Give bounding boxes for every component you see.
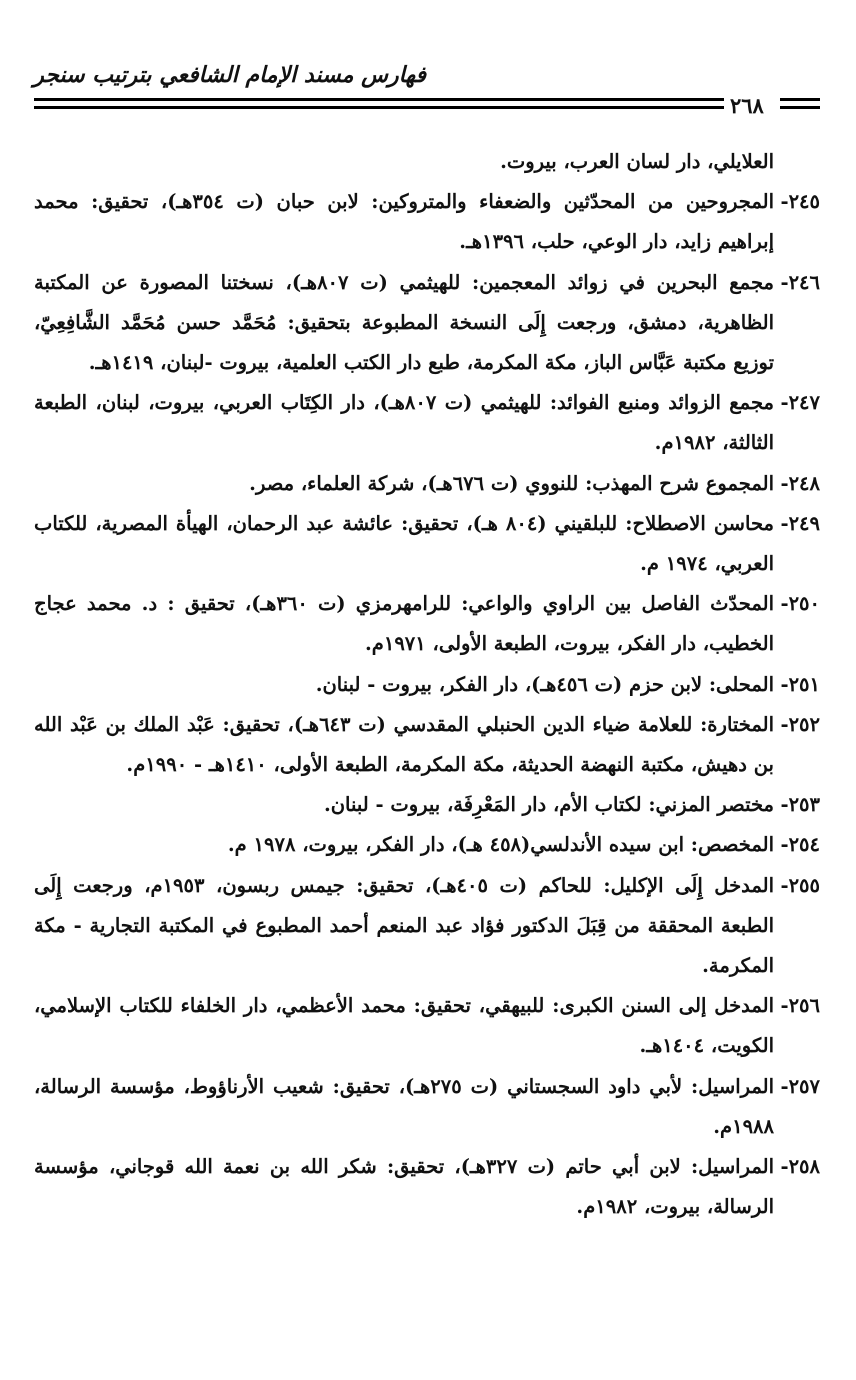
entry-text: المحدّث الفاصل بين الراوي والواعي: للرامهرمزي (ت ٣٦٠هـ)، تحقيق : د. محمد عجاج الخطيب، دار الفكر، بيروت، الطبعة الأولى، ١٩٧١م. — [34, 592, 774, 656]
entry-text: مختصر المزني: لكتاب الأم، دار المَعْرِفَة، بيروت - لبنان. — [323, 793, 774, 817]
bibliography-entry — [34, 665, 820, 705]
entry-number: ٢٥٥- — [780, 873, 820, 897]
entry-text: المجروحين من المحدّثين والضعفاء والمتروكين: لابن حبان (ت ٣٥٤هـ)، تحقيق: محمد إبراهيم زايد، دار الوعي، حلب، ١٣٩٦هـ. — [34, 190, 775, 254]
entry-number: ٢٥٨- — [780, 1155, 820, 1179]
bibliography-entry — [34, 986, 820, 1066]
bibliography-entry — [34, 182, 820, 262]
entry-number: ٢٥٣- — [780, 793, 820, 817]
entry-number: ٢٤٧- — [780, 391, 820, 415]
entry-text: المحلى: لابن حزم (ت ٤٥٦هـ)، دار الفكر، بيروت - لبنان. — [315, 672, 774, 696]
entry-text: المدخل إلى السنن الكبرى: للبيهقي، تحقيق: محمد الأعظمي، دار الخلفاء للكتاب الإسلامي، الكويت، ١٤٠٤هـ. — [34, 994, 774, 1058]
entry-number: ٢٥٠- — [780, 592, 820, 616]
running-header-title: فهارس مسند الإمام الشافعي بترتيب سنجر — [33, 62, 426, 88]
bibliography-list — [34, 142, 820, 1227]
bibliography-entry — [34, 825, 820, 865]
entry-number: ٢٤٦- — [780, 270, 820, 294]
entry-text: مجمع البحرين في زوائد المعجمين: للهيثمي (ت ٨٠٧هـ)، نسختنا المصورة عن المكتبة الظاهرية، دمشق، ورجعت إِلَى النسخة المطبوعة بتحقيق: مُحَمَّد حسن مُحَمَّد الشَّافِعِيّ، توزيع مكتبة عَبَّاس الباز، مكة المكرمة، طبع دار الكتب العلمية، بيروت -لبنان، ١٤١٩هـ. — [34, 270, 774, 375]
header-rule-short-top — [780, 98, 820, 101]
bibliography-entry — [34, 383, 820, 463]
entry-number: ٢٤٥- — [780, 190, 820, 214]
entry-number: ٢٤٩- — [780, 511, 820, 535]
entry-text: المراسيل: لأبي داود السجستاني (ت ٢٧٥هـ)، تحقيق: شعيب الأرناؤوط، مؤسسة الرسالة، ١٩٨٨م. — [34, 1074, 775, 1138]
page-number: ٢٦٨ — [730, 93, 764, 118]
entry-text: محاسن الاصطلاح: للبلقيني (٨٠٤ هـ)، تحقيق: عائشة عبد الرحمان، الهيأة المصرية، للكتاب العربي، ١٩٧٤ م. — [34, 511, 774, 576]
entry-number: ٢٥٤- — [780, 833, 820, 857]
entry-text: المدخل إِلَى الإكليل: للحاكم (ت ٤٠٥هـ)، تحقيق: جيمس ربسون، ١٩٥٣م، ورجعت إِلَى الطبعة المحققة من قِبَلَ الدكتور فؤاد عبد المنعم أحمد المطبوع في المكتبة التجارية - مكة المكرمة. — [34, 873, 774, 978]
entry-text: مجمع الزوائد ومنبع الفوائد: للهيثمي (ت ٨٠٧هـ)، دار الكِتَاب العربي، بيروت، لبنان، الطبعة الثالثة، ١٩٨٢م. — [34, 391, 774, 455]
entry-text: المراسيل: لابن أبي حاتم (ت ٣٢٧هـ)، تحقيق: شكر الله بن نعمة الله قوجاني، مؤسسة الرسالة، بيروت، ١٩٨٢م. — [34, 1155, 774, 1219]
entry-number: ٢٥٧- — [780, 1074, 820, 1098]
entry-number: ٢٥٢- — [780, 712, 820, 736]
entry-text: المخصص: ابن سيده الأندلسي(٤٥٨ هـ)، دار الفكر، بيروت، ١٩٧٨ م. — [227, 833, 774, 857]
bibliography-entry — [34, 584, 820, 664]
bibliography-entry — [34, 1067, 820, 1147]
entry-text: العلايلي، دار لسان العرب، بيروت. — [500, 150, 774, 173]
bibliography-entry — [34, 263, 820, 384]
bibliography-entry — [34, 142, 820, 182]
entry-number: ٢٥٦- — [780, 994, 820, 1018]
header-rule-long-bottom — [34, 106, 724, 109]
entry-text: المختارة: للعلامة ضياء الدين الحنبلي المقدسي (ت ٦٤٣هـ)، تحقيق: عَبْد الملك بن عَبْد الله بن دهيش، مكتبة النهضة الحديثة، مكة المكرمة، الطبعة الأولى، ١٤١٠هـ - ١٩٩٠م. — [34, 712, 774, 777]
bibliography-entry — [34, 785, 820, 825]
header-rule-long-top — [34, 98, 724, 101]
bibliography-entry — [34, 504, 820, 584]
header-rule-short-bottom — [780, 106, 820, 109]
bibliography-entry — [34, 866, 820, 987]
bibliography-entry — [34, 705, 820, 785]
entry-number: ٢٥١- — [780, 672, 820, 696]
bibliography-entry — [34, 464, 820, 504]
entry-text: المجموع شرح المهذب: للنووي (ت ٦٧٦هـ)، شركة العلماء، مصر. — [249, 471, 774, 495]
entry-number: ٢٤٨- — [780, 471, 820, 495]
bibliography-entry — [34, 1147, 820, 1227]
